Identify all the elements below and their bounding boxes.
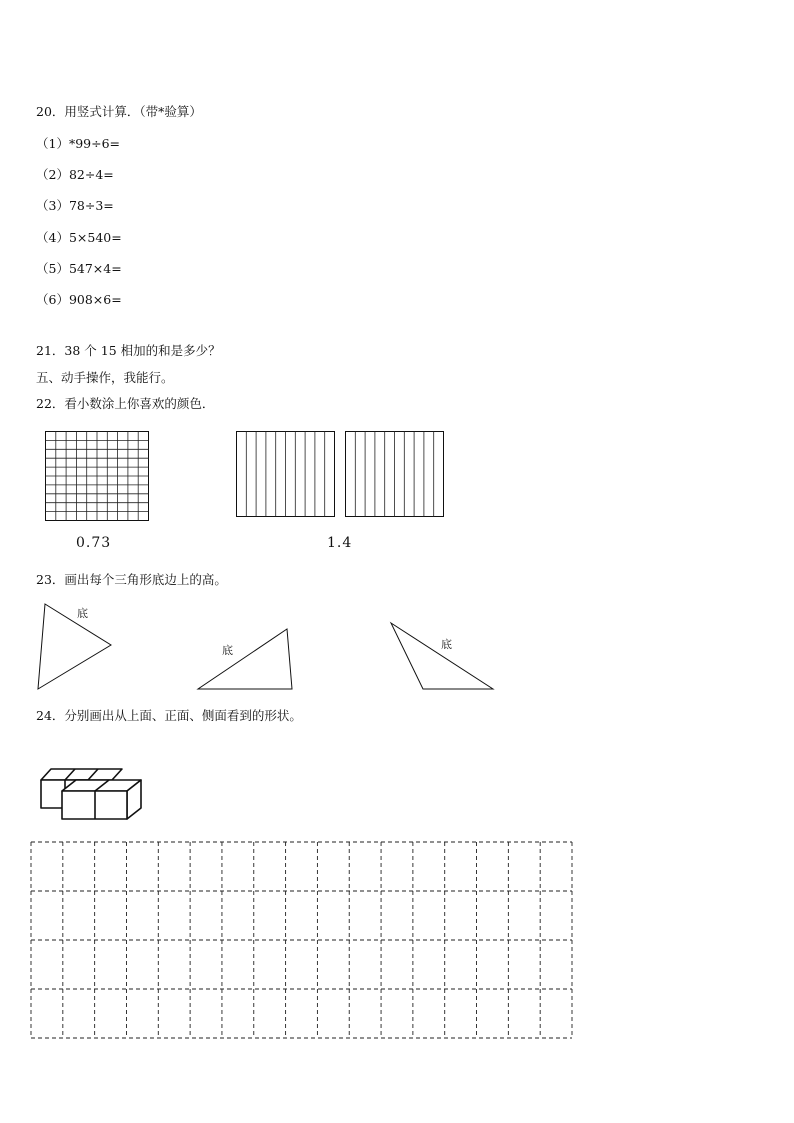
q20-item-4: （4）5×540= xyxy=(36,230,122,245)
q20-title: 20．用竖式计算．（带*验算） xyxy=(36,104,202,119)
strips-caption: 1.4 xyxy=(327,535,353,551)
q22-title: 22．看小数涂上你喜欢的颜色． xyxy=(36,396,215,411)
q21-title: 21．38 个 15 相加的和是多少？ xyxy=(36,343,221,358)
q20-item-2: （2）82÷4= xyxy=(36,167,114,182)
q20-item-3: （3）78÷3= xyxy=(36,198,114,213)
triangle-1-base-label: 底 xyxy=(77,607,88,620)
section5-title: 五、动手操作，我能行。 xyxy=(36,370,174,385)
q24-title: 24．分别画出从上面、正面、侧面看到的形状。 xyxy=(36,708,302,723)
q20-item-6: （6）908×6= xyxy=(36,292,122,307)
q20-item-1: （1）*99÷6= xyxy=(36,136,121,151)
triangle-2-base-label: 底 xyxy=(222,644,233,657)
q20-item-5: （5）547×4= xyxy=(36,261,122,276)
triangle-3-base-label: 底 xyxy=(441,638,452,651)
q23-title: 23．画出每个三角形底边上的高。 xyxy=(36,572,227,587)
grid-caption: 0.73 xyxy=(76,535,112,551)
